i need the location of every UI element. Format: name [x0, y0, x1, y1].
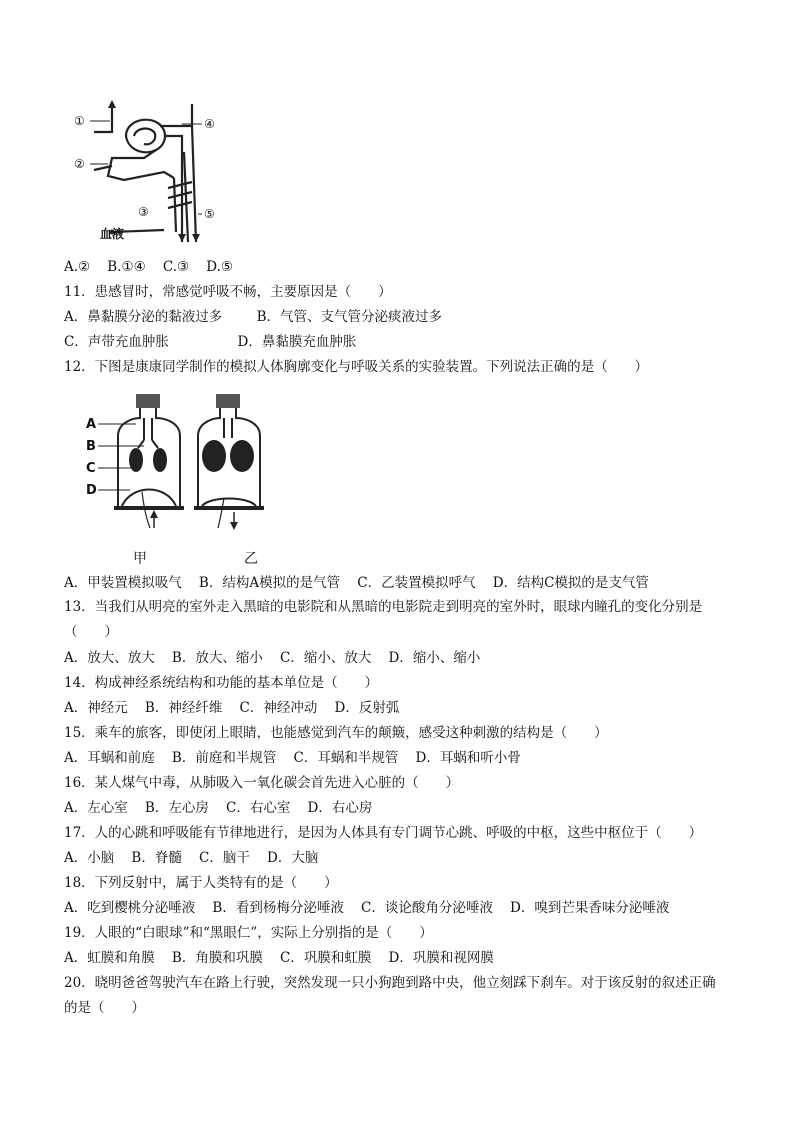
label-C: C	[86, 461, 96, 476]
q19-stem: 19．人眼的“白眼球”和“黑眼仁”，实际上分别指的是（ ）	[64, 925, 433, 941]
q20-stem: 20．晓明爸爸驾驶汽车在路上行驶，突然发现一只小狗跑到路中央，他立刻踩下刹车。对于该反射的叙述正确	[64, 975, 716, 991]
q13-stem: 13．当我们从明亮的室外走入黑暗的电影院和从黑暗的电影院走到明亮的室外时，眼球内瞳孔的变化分别是	[64, 599, 703, 615]
q13-stem-cont: （ ）	[64, 624, 118, 640]
q18-stem: 18．下列反射中，属于人类特有的是（ ）	[64, 875, 338, 891]
q15-stem: 15．乘车的旅客，即使闭上眼睛，也能感觉到汽车的颠簸，感受这种刺激的结构是（ ）	[64, 725, 608, 741]
q11-options-row2: C．声带充血肿胀 D．鼻黏膜充血肿胀	[64, 334, 357, 350]
q14-options: A．神经元 B．神经纤维 C．神经冲动 D．反射弧	[64, 700, 400, 716]
q18-options: A．吃到樱桃分泌唾液 B．看到杨梅分泌唾液 C．谈论酸角分泌唾液 D．嗅到芒果香味分泌唾液	[64, 900, 670, 916]
label-B: B	[86, 439, 96, 454]
label-2: ②	[74, 157, 85, 171]
label-A: A	[86, 417, 97, 432]
q10-options: A.② B.①④ C.③ D.⑤	[64, 259, 234, 275]
label-1: ①	[74, 114, 85, 128]
q16-options: A．左心室 B．左心房 C．右心室 D．右心房	[64, 800, 373, 816]
q12-options: A．甲装置模拟吸气 B．结构A模拟的是气管 C．乙装置模拟呼气 D．结构C模拟的是支气管	[64, 575, 649, 591]
q19-options: A．虹膜和角膜 B．角膜和巩膜 C．巩膜和虹膜 D．巩膜和视网膜	[64, 950, 494, 966]
q17-options: A．小脑 B．脊髓 C．脑干 D．大脑	[64, 850, 319, 866]
q15-options: A．耳蜗和前庭 B．前庭和半规管 C．耳蜗和半规管 D．耳蜗和听小骨	[64, 750, 521, 766]
bell-jar-figure	[84, 388, 284, 538]
nephron-figure	[64, 92, 234, 252]
q20-stem-cont: 的是（ ）	[64, 1000, 145, 1016]
label-4: ④	[204, 117, 215, 131]
label-3: ③	[138, 205, 149, 219]
label-yi: 乙	[244, 551, 258, 567]
q14-stem: 14．构成神经系统结构和功能的基本单位是（ ）	[64, 675, 379, 691]
q16-stem: 16．某人煤气中毒，从肺吸入一氧化碳会首先进入心脏的（ ）	[64, 775, 460, 791]
label-blood: 血液	[100, 227, 125, 241]
label-D: D	[86, 483, 97, 498]
q11-options-row1: A．鼻黏膜分泌的黏液过多 B．气管、支气管分泌痰液过多	[64, 309, 442, 325]
q13-options: A．放大、放大 B．放大、缩小 C．缩小、放大 D．缩小、缩小	[64, 650, 481, 666]
q17-stem: 17．人的心跳和呼吸能有节律地进行，是因为人体具有专门调节心跳、呼吸的中枢，这些中枢位于（ ）	[64, 825, 703, 841]
q12-stem: 12．下图是康康同学制作的模拟人体胸廓变化与呼吸关系的实验装置。下列说法正确的是（ ）	[64, 359, 649, 375]
q11-stem: 11．患感冒时，常感觉呼吸不畅，主要原因是（ ）	[64, 284, 392, 300]
label-jia: 甲	[133, 551, 147, 567]
label-5: ⑤	[204, 207, 215, 221]
